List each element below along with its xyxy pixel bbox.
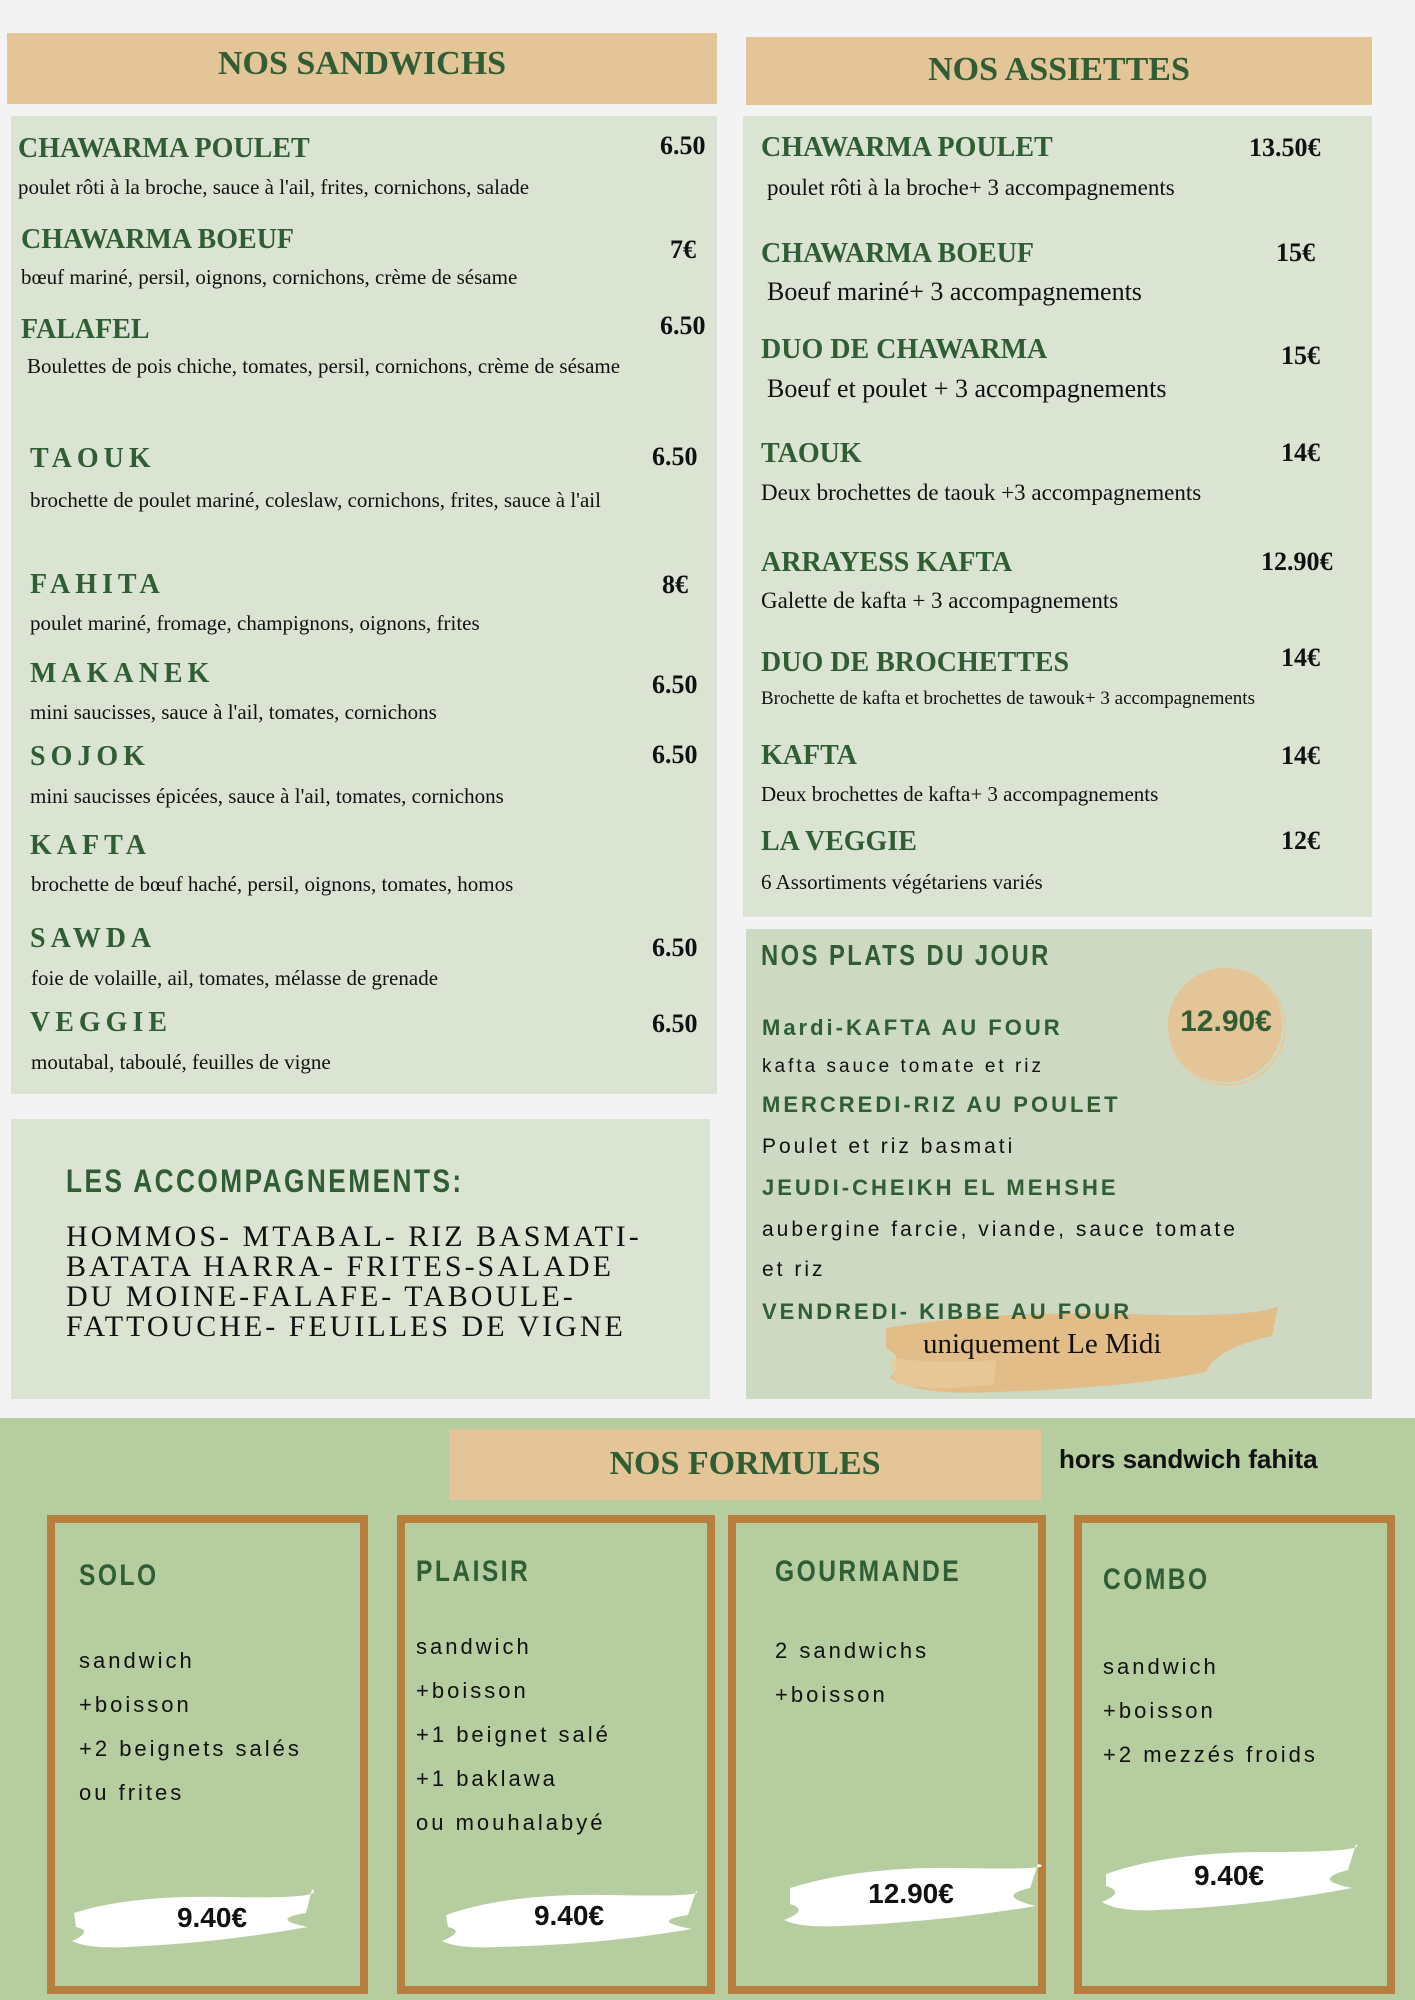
sandwich-name: MAKANEK	[30, 658, 215, 689]
plat-desc-line: aubergine farcie, viande, sauce tomate	[762, 1218, 1238, 1241]
sandwich-desc: mini saucisses, sauce à l'ail, tomates, cornichons	[30, 700, 437, 724]
formule-line: +boisson	[775, 1682, 888, 1707]
plats-du-jour-price: 12.90€	[1180, 1005, 1272, 1038]
formule-price-tag	[1098, 1840, 1360, 1916]
plat-desc-line: kafta sauce tomate et riz	[762, 1056, 1044, 1077]
accompagnements-title: LES ACCOMPAGNEMENTS:	[66, 1163, 464, 1199]
assiettes-title: NOS ASSIETTES	[928, 51, 1190, 88]
plat-desc-line: et riz	[762, 1258, 826, 1281]
formules-title: NOS FORMULES	[609, 1445, 881, 1482]
assiette-desc: Deux brochettes de taouk +3 accompagnements	[761, 480, 1202, 505]
sandwich-name: FALAFEL	[21, 314, 150, 345]
assiette-desc: Boeuf et poulet + 3 accompagnements	[767, 374, 1167, 403]
sandwich-price: 7€	[670, 235, 696, 264]
sandwich-desc: brochette de bœuf haché, persil, oignons, tomates, homos	[31, 872, 514, 896]
assiette-desc: Galette de kafta + 3 accompagnements	[761, 588, 1119, 613]
assiette-price: 13.50€	[1249, 133, 1321, 162]
formule-line: sandwich	[79, 1648, 195, 1673]
formule-line: ou frites	[79, 1780, 185, 1805]
sandwich-price: 6.50	[652, 933, 698, 962]
sandwich-name: FAHITA	[30, 569, 165, 600]
plat-day-line: MERCREDI-RIZ AU POULET	[762, 1092, 1121, 1117]
midi-note: uniquement Le Midi	[923, 1328, 1162, 1360]
assiette-name: DUO DE CHAWARMA	[761, 334, 1048, 365]
sandwich-name: KAFTA	[30, 830, 151, 861]
sandwich-price: 6.50	[652, 670, 698, 699]
formule-line: +2 beignets salés	[79, 1736, 302, 1761]
formule-name: GOURMANDE	[775, 1555, 962, 1588]
formule-price-tag	[438, 1883, 700, 1953]
plat-day-line: JEUDI-CHEIKH EL MEHSHE	[762, 1175, 1119, 1200]
assiette-desc: Deux brochettes de kafta+ 3 accompagnements	[761, 782, 1159, 806]
formule-line: +boisson	[1103, 1698, 1216, 1723]
assiette-name: KAFTA	[761, 740, 857, 771]
accompagnements-list	[66, 1222, 642, 1342]
assiettes-header	[746, 37, 1372, 105]
sandwich-name: SAWDA	[30, 923, 157, 954]
formule-line: +1 baklawa	[416, 1766, 558, 1791]
sandwich-desc: brochette de poulet mariné, coleslaw, cornichons, frites, sauce à l'ail	[30, 488, 601, 512]
assiette-name: TAOUK	[761, 438, 862, 469]
assiette-desc: Boeuf mariné+ 3 accompagnements	[767, 277, 1142, 306]
assiette-price: 14€	[1281, 438, 1320, 467]
sandwich-price: 6.50	[660, 311, 706, 340]
sandwich-name: VEGGIE	[30, 1007, 173, 1038]
sandwich-price: 6.50	[652, 442, 698, 471]
sandwich-price: 6.50	[660, 131, 706, 160]
sandwich-name: SOJOK	[30, 741, 150, 772]
formule-line: ou mouhalabyé	[416, 1810, 606, 1835]
assiette-desc: Brochette de kafta et brochettes de tawouk+ 3 accompagnements	[761, 688, 1255, 709]
sandwich-price: 6.50	[652, 1009, 698, 1038]
plats-du-jour-title: NOS PLATS DU JOUR	[761, 940, 1051, 972]
assiette-price: 14€	[1281, 741, 1320, 770]
sandwich-name: CHAWARMA POULET	[18, 133, 310, 164]
formule-line: +boisson	[416, 1678, 529, 1703]
plats-du-jour-price-badge	[1165, 965, 1287, 1087]
formule-line: 2 sandwichs	[775, 1638, 930, 1663]
formule-price: 9.40€	[533, 1900, 605, 1931]
assiette-name: DUO DE BROCHETTES	[761, 647, 1070, 678]
plat-day-line: VENDREDI- KIBBE AU FOUR	[762, 1299, 1133, 1324]
plat-desc-line: Poulet et riz basmati	[762, 1135, 1016, 1158]
sandwich-desc: mini saucisses épicées, sauce à l'ail, tomates, cornichons	[30, 784, 504, 808]
assiette-name: ARRAYESS KAFTA	[761, 547, 1013, 578]
formule-price-tag	[68, 1883, 316, 1953]
assiette-desc: poulet rôti à la broche+ 3 accompagnements	[767, 175, 1175, 200]
formule-line: +2 mezzés froids	[1103, 1742, 1318, 1767]
sandwich-desc: poulet mariné, fromage, champignons, oignons, frites	[30, 611, 480, 635]
accompagnements-line: BATATA HARRA- FRITES-SALADE	[66, 1250, 614, 1283]
assiette-desc: 6 Assortiments végétariens variés	[761, 870, 1043, 894]
sandwichs-header	[7, 33, 717, 104]
sandwich-desc: foie de volaille, ail, tomates, mélasse de grenade	[31, 966, 439, 990]
formule-name: SOLO	[79, 1559, 159, 1592]
sandwich-price: 6.50	[652, 740, 698, 769]
plat-day-line: Mardi-KAFTA AU FOUR	[762, 1015, 1063, 1040]
formule-name: PLAISIR	[416, 1555, 531, 1588]
accompagnements-line: HOMMOS- MTABAL- RIZ BASMATI-	[66, 1220, 642, 1253]
sandwich-desc: bœuf mariné, persil, oignons, cornichons, crème de sésame	[21, 265, 518, 289]
assiette-price: 14€	[1281, 643, 1320, 672]
assiette-name: CHAWARMA BOEUF	[761, 238, 1035, 269]
sandwich-desc: poulet rôti à la broche, sauce à l'ail, frites, cornichons, salade	[18, 175, 530, 199]
sandwich-name: CHAWARMA BOEUF	[21, 224, 295, 255]
formules-header	[449, 1429, 1041, 1500]
accompagnements-line: FATTOUCHE- FEUILLES DE VIGNE	[66, 1310, 626, 1343]
accompagnements-line: DU MOINE-FALAFE- TABOULE-	[66, 1280, 576, 1313]
formule-price-tag	[780, 1858, 1042, 1932]
assiette-price: 12.90€	[1261, 547, 1333, 576]
formule-price: 12.90€	[868, 1878, 954, 1909]
formule-line: +boisson	[79, 1692, 192, 1717]
sandwich-price: 8€	[662, 570, 688, 599]
sandwichs-title: NOS SANDWICHS	[217, 45, 507, 82]
assiette-price: 15€	[1281, 341, 1320, 370]
formule-line: sandwich	[416, 1634, 532, 1659]
formule-price: 9.40€	[176, 1902, 248, 1933]
assiette-price: 15€	[1276, 238, 1315, 267]
formule-line: sandwich	[1103, 1654, 1219, 1679]
formule-card-combo	[1074, 1515, 1395, 1994]
formule-line: +1 beignet salé	[416, 1722, 611, 1747]
formule-price: 9.40€	[1193, 1860, 1265, 1891]
sandwich-desc: Boulettes de pois chiche, tomates, persil, cornichons, crème de sésame	[27, 354, 621, 378]
sandwich-name: TAOUK	[30, 443, 156, 474]
assiette-name: LA VEGGIE	[761, 826, 917, 857]
formule-name: COMBO	[1103, 1563, 1210, 1596]
formules-note: hors sandwich fahita	[1059, 1444, 1318, 1474]
assiette-price: 12€	[1281, 826, 1320, 855]
assiette-name: CHAWARMA POULET	[761, 132, 1053, 163]
sandwich-desc: moutabal, taboulé, feuilles de vigne	[31, 1050, 331, 1074]
